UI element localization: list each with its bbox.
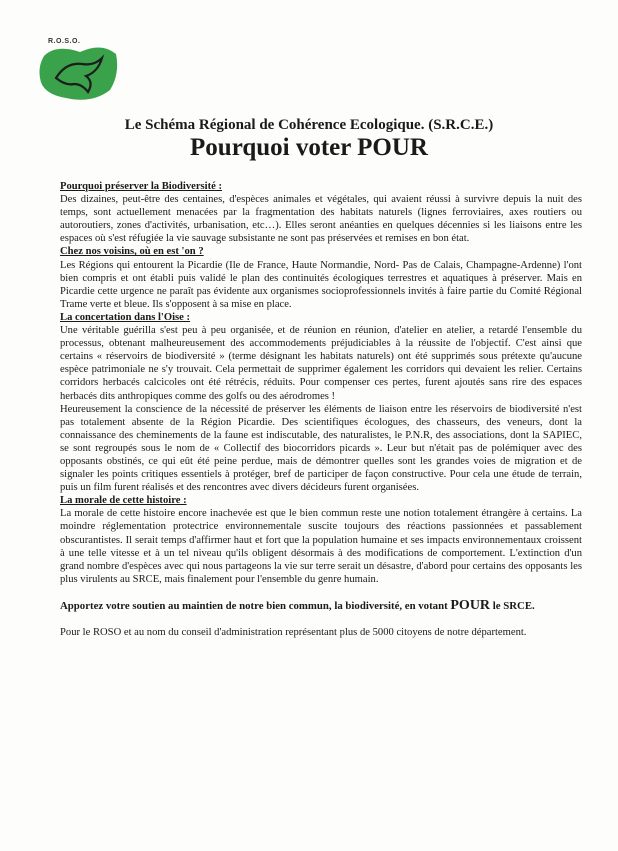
paragraph: Les Régions qui entourent la Picardie (Ile de France, Haute Normandie, Nord- Pas de Calais, Champagne-Ardenne) l'ont bien compris et ont établi puis validé le plan des continuités écologiques terrestres et aquatiques à préserver. Mais en Picardie cette urgence ne paraît pas évidente aux organismes socioprofessionnels invités à faire partie du Comité Régional Trame verte et bleue. Ils s'opposent à sa mise en place. [60,259,582,310]
section-heading: La morale de cette histoire : [60,495,187,507]
call-emphasis: POUR [450,597,491,613]
document-body [60,180,582,639]
call-text-after: le SRCE. [490,599,535,612]
paragraph: Des dizaines, peut-être des centaines, d'espèces animales et végétales, qui avaient réussi à survivre depuis la nuit des temps, sont actuellement menacées par la fragmentation des habitats naturels (lignes ferroviaires, axes routiers ou autoroutiers, zones d'activités, urbanisation, etc…). Elles seront anéanties en quelques décennies si les liaisons entre les espaces où s'est réfugiée la vie sauvage subsistante ne sont pas préservées et remises en bon état. [60,194,582,245]
document-subtitle: Le Schéma Régional de Cohérence Ecologique. (S.R.C.E.) [124,117,494,133]
call-to-action [60,599,582,613]
logo-green-shape [40,47,118,99]
document-title: Pourquoi voter POUR [190,134,428,161]
section-why-preserve [60,180,582,245]
section-moral [60,494,582,586]
section-concertation-oise [60,311,582,494]
paragraph: Heureusement la conscience de la nécessité de préserver les éléments de liaison entre les réservoirs de biodiversité n'est pas totalement absente de la Région Picardie. Des scientifiques écologues, des chasseurs, des veneurs, dont la connaissance des cheminements de la faune est indiscutable, des naturalistes, le P.N.R, des associations, dont la SAPIEC, se sont regroupés sous le nom de « Collectif des biocorridors picards ». Leur but n'était pas de polémiquer avec des opposants obstinés, ce qui eût été peine perdue, mais de démontrer quelles sont les grandes voies de migration et de signaler les points critiques essentiels à protéger, bref de participer de façon constructive. Pour cela une étude de terrain, puis un film furent réalisés et des rencontres avec divers décideurs furent organisées. [60,403,582,494]
paragraph: La morale de cette histoire encore inachevée est que le bien commun reste une notion totalement étrangère à certains. La moindre réglementation protectrice environnementale suscite toujours des réactions passionnées et passablement obscurantistes. Il serait temps d'affirmer haut et fort que la population humaine et ses impacts environnementaux croissent à une telle vitesse et à un tel niveau qu'ils obligent désormais à des modifications de comportement. L'extinction d'un grand nombre d'espèces avec qui nous partageons la vie sur terre serait un désastre, d'abord pour certains des opposants les plus virulents au SRCE, mais finalement pour l'ensemble du genre humain. [60,508,582,585]
section-heading: Chez nos voisins, où en est 'on ? [60,246,204,258]
call-text-before: Apportez votre soutien au maintien de notre bien commun, la biodiversité, en votant [60,599,451,612]
logo-text: R.O.S.O. [48,38,81,45]
section-heading: Pourquoi préserver la Biodiversité : [60,181,223,192]
signature: Pour le ROSO et au nom du conseil d'administration représentant plus de 5000 citoyens de notre département. [60,627,527,638]
section-heading: La concertation dans l'Oise : [60,311,191,323]
section-neighbours [60,245,582,310]
paragraph: Une véritable guérilla s'est peu à peu organisée, et de réunion en réunion, d'atelier en atelier, a retardé l'ensemble du processus, obtenant malheureusement des accommodements préjudiciables à la réussite de l'objectif. C'est ainsi que certains « réservoirs de biodiversité » (terme désignant les habitats naturels) ont été supprimés sous prétexte qu'aucune espèce patrimoniale ne s'y trouvait. Cela permettait de supprimer également les corridors qui devaient les relier. Certains corridors herbacés calcicoles ont été rétrécis, réduits. Pour compenser ces pertes, furent ajoutés sans rire des espaces herbacés dits anthropiques comme des golfs ou des aérodromes ! [60,325,582,402]
